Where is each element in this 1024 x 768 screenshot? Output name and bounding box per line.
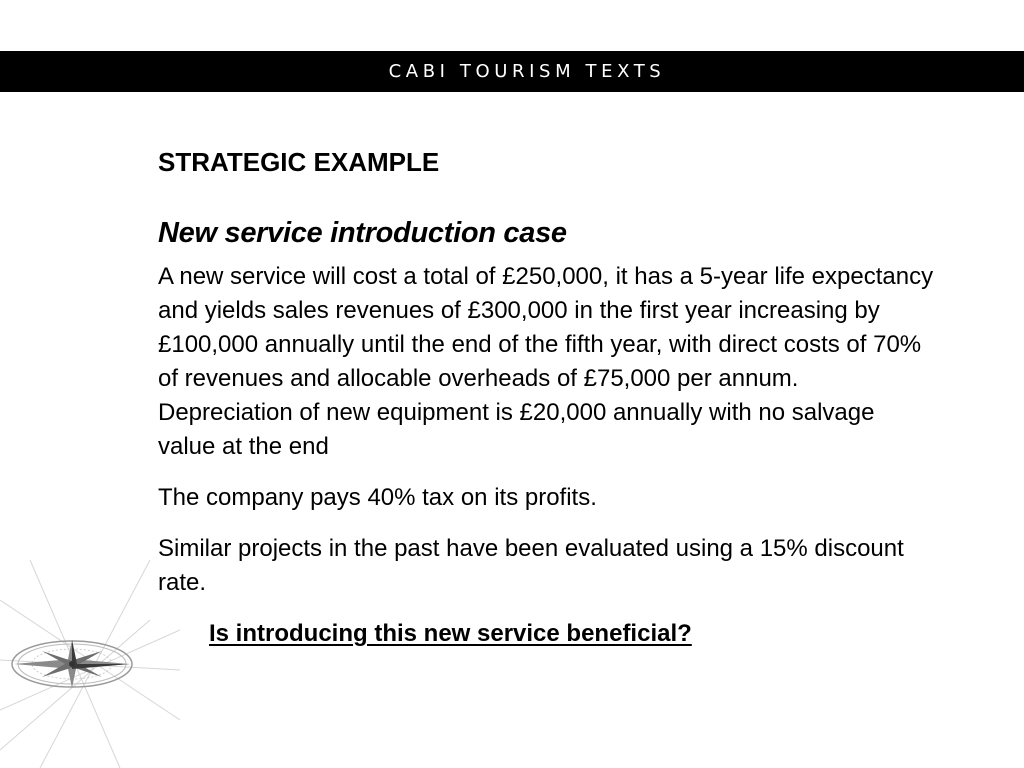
header-banner	[0, 51, 1024, 92]
discount-rate-paragraph: Similar projects in the past have been evaluated using a 15% discount rate.	[158, 535, 904, 596]
slide-heading: STRATEGIC EXAMPLE	[158, 147, 440, 177]
brand-title: CABI TOURISM TEXTS	[388, 61, 666, 82]
case-description-paragraph: A new service will cost a total of £250,000, it has a 5-year life expectancy and yields sales revenues of £300,000 in the first year increasing by £100,000 annually until the end of the fifth year, with direct costs of 70% of revenues and allocable overheads of £75,000 per annum. Depreciation of new equipment is £20,000 annually with no salvage value at the end	[158, 263, 934, 460]
tax-paragraph: The company pays 40% tax on its profits.	[158, 484, 597, 511]
case-question: Is introducing this new service beneficial?	[209, 620, 692, 647]
compass-rose-icon	[0, 560, 180, 768]
slide-content	[158, 146, 958, 651]
slide-subheading: New service introduction case	[158, 217, 567, 249]
